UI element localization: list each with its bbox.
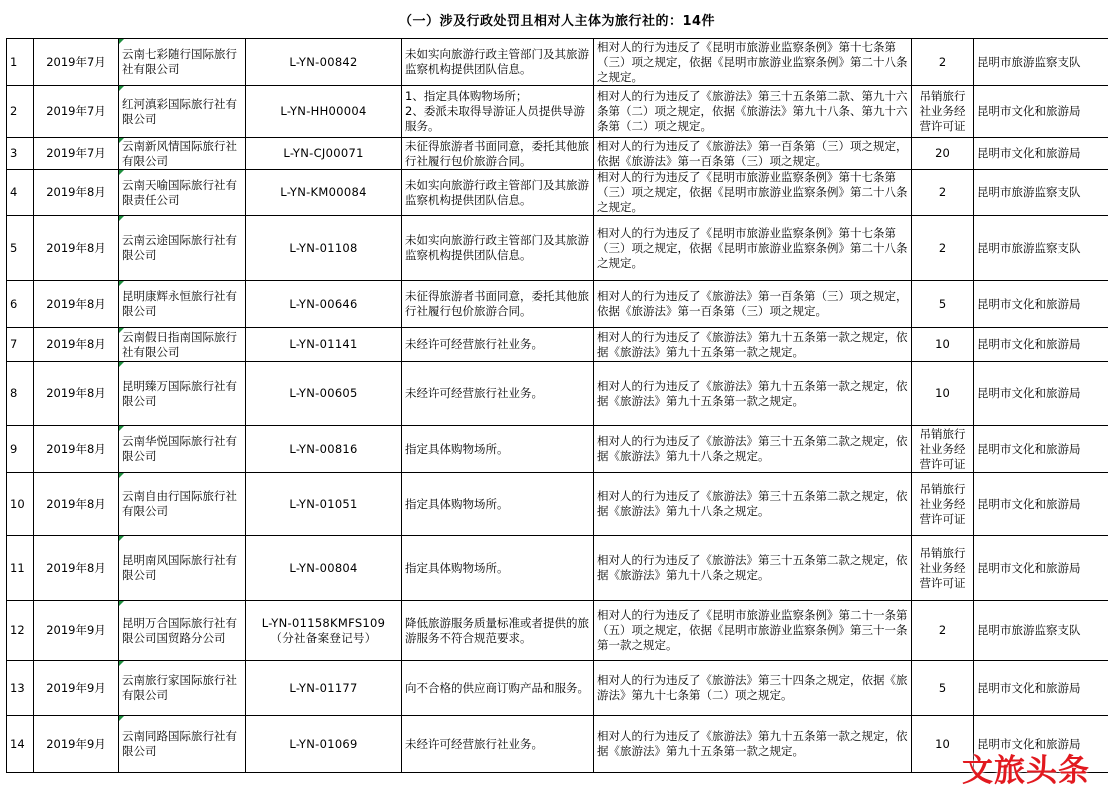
legal-basis-cell: 相对人的行为违反了《旅游法》第九十五条第一款之规定，依据《旅游法》第九十五条第一款之规定。 [594,328,912,362]
department-cell: 昆明市旅游监察支队 [974,601,1108,661]
penalty-cell: 2 [912,601,974,661]
penalty-table [6,38,1108,773]
penalty-cell: 2 [912,216,974,281]
row-number: 8 [7,362,34,426]
penalty-cell: 20 [912,138,974,170]
date-cell: 2019年8月 [34,362,119,426]
table-row [7,138,1108,170]
violation-cell: 降低旅游服务质量标准或者提供的旅游服务不符合规范要求。 [402,601,594,661]
table-body [7,39,1108,773]
license-number-cell: L-YN-KM00084 [246,170,402,216]
license-number-cell: L-YN-00646 [246,281,402,328]
date-cell: 2019年8月 [34,473,119,536]
violation-cell: 向不合格的供应商订购产品和服务。 [402,661,594,716]
table-row [7,362,1108,426]
table-row [7,661,1108,716]
violation-cell: 未征得旅游者书面同意，委托其他旅行社履行包价旅游合同。 [402,138,594,170]
penalty-cell: 吊销旅行社业务经营许可证 [912,426,974,473]
row-number: 5 [7,216,34,281]
department-cell: 昆明市文化和旅游局 [974,138,1108,170]
license-number-cell: L-YN-01051 [246,473,402,536]
row-number: 2 [7,86,34,138]
legal-basis-cell: 相对人的行为违反了《昆明市旅游业监察条例》第十七条第（三）项之规定，依据《昆明市旅游业监察条例》第二十八条之规定。 [594,170,912,216]
department-cell: 昆明市文化和旅游局 [974,362,1108,426]
legal-basis-cell: 相对人的行为违反了《旅游法》第三十五条第二款之规定，依据《旅游法》第九十八条之规定。 [594,536,912,601]
department-cell: 昆明市文化和旅游局 [974,86,1108,138]
license-number-cell: L-YN-01177 [246,661,402,716]
legal-basis-cell: 相对人的行为违反了《旅游法》第一百条第（三）项之规定，依据《旅游法》第一百条第（三）项之规定。 [594,281,912,328]
license-number-cell: L-YN-00605 [246,362,402,426]
row-number: 12 [7,601,34,661]
violation-cell: 未如实向旅游行政主管部门及其旅游监察机构提供团队信息。 [402,170,594,216]
company-cell: 云南华悦国际旅行社有限公司 [119,426,246,473]
date-cell: 2019年8月 [34,426,119,473]
date-cell: 2019年8月 [34,328,119,362]
legal-basis-cell: 相对人的行为违反了《旅游法》第一百条第（三）项之规定，依据《旅游法》第一百条第（三）项之规定。 [594,138,912,170]
license-number-cell: L-YN-00842 [246,39,402,86]
license-number-cell: L-YN-00816 [246,426,402,473]
legal-basis-cell: 相对人的行为违反了《昆明市旅游业监察条例》第十七条第（三）项之规定，依据《昆明市旅游业监察条例》第二十八条之规定。 [594,216,912,281]
legal-basis-cell: 相对人的行为违反了《旅游法》第三十五条第二款之规定，依据《旅游法》第九十八条之规定。 [594,426,912,473]
date-cell: 2019年9月 [34,601,119,661]
table-title-text: （一）涉及行政处罚且相对人主体为旅行社的：14件 [398,13,716,29]
legal-basis-cell: 相对人的行为违反了《旅游法》第三十五条第二款、第九十六条第（二）项之规定，依据《旅游法》第九十八条、第九十六条第（二）项之规定。 [594,86,912,138]
penalty-cell: 吊销旅行社业务经营许可证 [912,473,974,536]
department-cell: 昆明市旅游监察支队 [974,170,1108,216]
row-number: 3 [7,138,34,170]
violation-cell: 指定具体购物场所。 [402,426,594,473]
penalty-cell: 2 [912,170,974,216]
department-cell: 昆明市文化和旅游局 [974,661,1108,716]
legal-basis-cell: 相对人的行为违反了《旅游法》第三十四条之规定，依据《旅游法》第九十七条第（二）项之规定。 [594,661,912,716]
table-row [7,281,1108,328]
table-row [7,473,1108,536]
department-cell: 昆明市旅游监察支队 [974,216,1108,281]
row-number: 1 [7,39,34,86]
company-cell: 昆明南风国际旅行社有限公司 [119,536,246,601]
department-cell: 昆明市文化和旅游局 [974,536,1108,601]
department-cell: 昆明市文化和旅游局 [974,328,1108,362]
watermark-logo [962,745,1090,790]
legal-basis-cell: 相对人的行为违反了《旅游法》第九十五条第一款之规定，依据《旅游法》第九十五条第一款之规定。 [594,716,912,773]
legal-basis-cell: 相对人的行为违反了《昆明市旅游业监察条例》第二十一条第（五）项之规定，依据《昆明市旅游业监察条例》第三十一条第一款之规定。 [594,601,912,661]
table-row [7,86,1108,138]
penalty-cell: 吊销旅行社业务经营许可证 [912,536,974,601]
row-number: 7 [7,328,34,362]
date-cell: 2019年9月 [34,716,119,773]
row-number: 9 [7,426,34,473]
department-cell: 昆明市文化和旅游局 [974,716,1108,773]
table-row [7,216,1108,281]
company-cell: 云南七彩随行国际旅行社有限公司 [119,39,246,86]
company-cell: 云南新风情国际旅行社有限公司 [119,138,246,170]
legal-basis-cell: 相对人的行为违反了《昆明市旅游业监察条例》第十七条第（三）项之规定，依据《昆明市旅游业监察条例》第二十八条之规定。 [594,39,912,86]
row-number: 4 [7,170,34,216]
company-cell: 昆明康辉永恒旅行社有限公司 [119,281,246,328]
penalty-cell: 10 [912,362,974,426]
company-cell: 云南假日指南国际旅行社有限公司 [119,328,246,362]
penalty-cell: 10 [912,716,974,773]
violation-cell: 未征得旅游者书面同意，委托其他旅行社履行包价旅游合同。 [402,281,594,328]
violation-cell: 指定具体购物场所。 [402,536,594,601]
license-number-cell: L-YN-00804 [246,536,402,601]
row-number: 11 [7,536,34,601]
company-cell: 云南旅行家国际旅行社有限公司 [119,661,246,716]
date-cell: 2019年8月 [34,536,119,601]
department-cell: 昆明市文化和旅游局 [974,426,1108,473]
department-cell: 昆明市旅游监察支队 [974,39,1108,86]
company-cell: 云南云途国际旅行社有限公司 [119,216,246,281]
date-cell: 2019年7月 [34,86,119,138]
row-number: 10 [7,473,34,536]
table-title [6,0,1108,38]
violation-cell: 未经许可经营旅行社业务。 [402,328,594,362]
company-cell: 昆明万合国际旅行社有限公司国贸路分公司 [119,601,246,661]
department-cell: 昆明市文化和旅游局 [974,473,1108,536]
date-cell: 2019年8月 [34,170,119,216]
penalty-cell: 5 [912,281,974,328]
table-row [7,426,1108,473]
table-row [7,716,1108,773]
row-number: 6 [7,281,34,328]
penalty-cell: 2 [912,39,974,86]
table-row [7,601,1108,661]
date-cell: 2019年8月 [34,281,119,328]
penalty-cell: 吊销旅行社业务经营许可证 [912,86,974,138]
company-cell: 红河滇彩国际旅行社有限公司 [119,86,246,138]
penalty-cell: 10 [912,328,974,362]
row-number: 13 [7,661,34,716]
violation-cell: 1、指定具体购物场所； 2、委派未取得导游证人员提供导游服务。 [402,86,594,138]
date-cell: 2019年9月 [34,661,119,716]
penalty-cell: 5 [912,661,974,716]
license-number-cell: L-YN-01158KMFS109 （分社备案登记号） [246,601,402,661]
company-cell: 云南天喻国际旅行社有限责任公司 [119,170,246,216]
license-number-cell: L-YN-CJ00071 [246,138,402,170]
watermark-text: 文旅头条 [962,753,1090,789]
company-cell: 昆明臻万国际旅行社有限公司 [119,362,246,426]
violation-cell: 未如实向旅游行政主管部门及其旅游监察机构提供团队信息。 [402,216,594,281]
company-cell: 云南同路国际旅行社有限公司 [119,716,246,773]
license-number-cell: L-YN-01108 [246,216,402,281]
date-cell: 2019年8月 [34,216,119,281]
date-cell: 2019年7月 [34,39,119,86]
table-row [7,39,1108,86]
violation-cell: 未如实向旅游行政主管部门及其旅游监察机构提供团队信息。 [402,39,594,86]
department-cell: 昆明市文化和旅游局 [974,281,1108,328]
license-number-cell: L-YN-HH00004 [246,86,402,138]
license-number-cell: L-YN-01069 [246,716,402,773]
row-number: 14 [7,716,34,773]
legal-basis-cell: 相对人的行为违反了《旅游法》第九十五条第一款之规定，依据《旅游法》第九十五条第一款之规定。 [594,362,912,426]
legal-basis-cell: 相对人的行为违反了《旅游法》第三十五条第二款之规定，依据《旅游法》第九十八条之规定。 [594,473,912,536]
company-cell: 云南自由行国际旅行社有限公司 [119,473,246,536]
table-row [7,536,1108,601]
violation-cell: 未经许可经营旅行社业务。 [402,362,594,426]
violation-cell: 未经许可经营旅行社业务。 [402,716,594,773]
license-number-cell: L-YN-01141 [246,328,402,362]
date-cell: 2019年7月 [34,138,119,170]
table-row [7,170,1108,216]
violation-cell: 指定具体购物场所。 [402,473,594,536]
table-row [7,328,1108,362]
